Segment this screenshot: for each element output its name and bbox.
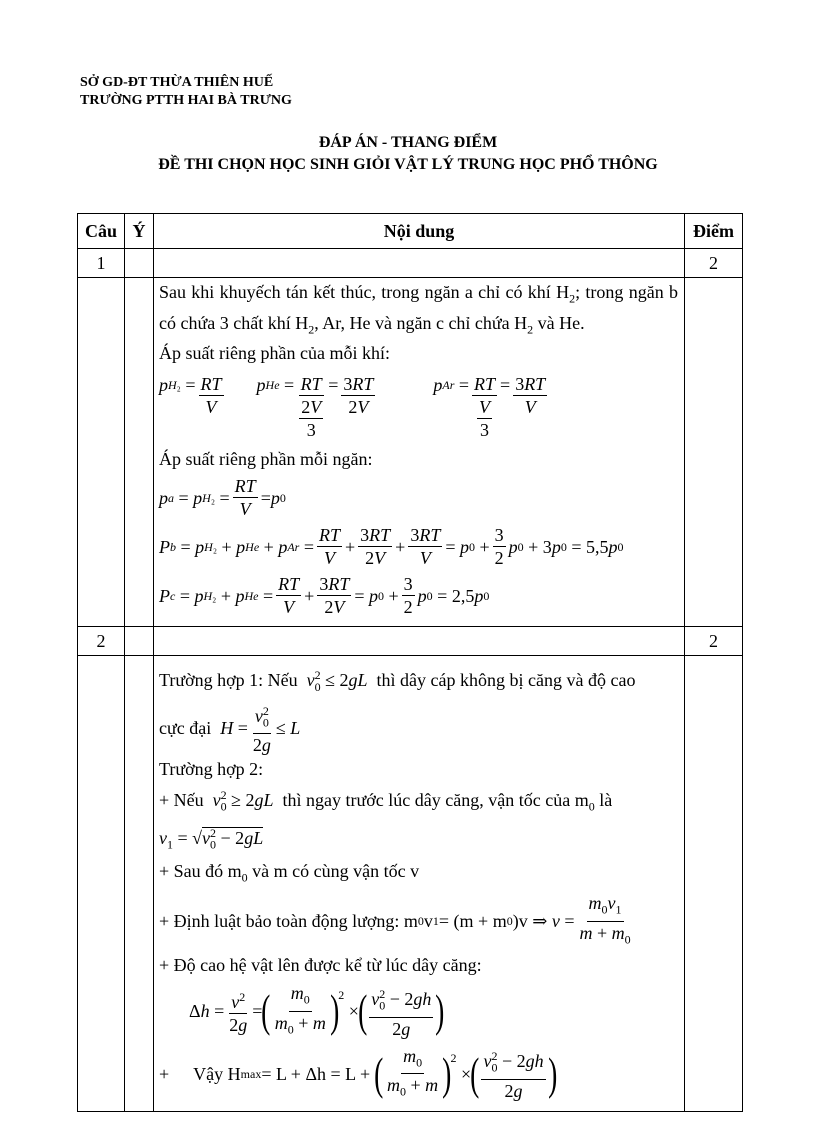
chamber-pressure-heading: Áp suất riêng phần mỗi ngăn: (159, 449, 373, 470)
case2-heading: Trường hợp 2: (159, 759, 264, 780)
col-header-cau: Câu (78, 214, 125, 249)
answer-content-q2: Trường hợp 1: Nếu $v_0^2 \le 2gL$ thì dây cáp không bị căng và độ cao cực đại H = $\frac{v_0^2}{2g}$ ≤ L Trường hợp 2: + Nếu $v_0^2 \ge 2gL$ thì ngay trước lúc dây căng, vận tốc của $m_0$ là $v_1 = √v_0^2 - 2gL$ + Sau đó $m_0$ và m có cùng vận tốc v + Định luật bảo toàn động lượng: m 0 v 1 = (m + m 0 )v ⇒ v = $\frac{m_0v_1}{m + m_0}$ + Độ cao hệ vật lên được kể từ lúc dây căng: Δ h = $\frac{v^2}{2g}$ = ( $\frac{m_0}{m_0 + m}$ ) 2 × ( $\frac{v_0^2 - 2gh}{2g}$ ) + Vậy H max = L + Δh = L + ( $\frac{m_0}{m_0 + m}$ ) 2 × ( $\frac{v_0^2 - 2gh}{2g}$ ) (154, 656, 684, 1111)
doc-title: ĐÁP ÁN - THANG ĐIỂM (318, 134, 498, 151)
formula-hmax-case1: cực đại H = $\frac{v_0^2}{2g}$ ≤ L (159, 700, 678, 757)
height-heading: + Độ cao hệ vật lên được kể từ lúc dây căng: (159, 955, 482, 976)
question-number: 1 (78, 249, 125, 278)
table-row (78, 249, 743, 278)
formula-v1: $v_1 = √v_0^2 - 2gL$ (159, 825, 264, 852)
formula-delta-h: Δ h = $\frac{v^2}{2g}$ = ( $\frac{m_0}{m_0 + m}$ ) 2 × ( $\frac{v_0^2 - 2gh}{2g}$ ) (189, 983, 445, 1039)
partial-pressure-heading: Áp suất riêng phần của mỗi khí: (159, 343, 390, 364)
answer-content-q1: Sau khi khuyếch tán kết thúc, trong ngăn a chỉ có khí $H_2$; trong ngăn b có chứa 3 chất khí $H_2$, Ar, He và ngăn c chỉ chứa $H_2$ và He. Áp suất riêng phần của mỗi khí: p H₂ = $\frac{RT}{V}$ p He = $\frac{RT}{\frac{2V}{3}}$ = $\frac{3RT}{2V}$ p Ar = $\frac{RT}{\frac{V}{3}}$ = $\frac{3RT}{V}$ Áp suất riêng phần mỗi ngăn: p a = p H₂ = $\frac{RT}{V}$ = p 0 P b = p H₂ + p He + p Ar = $\frac{RT}{V}$ + $\frac{3RT}{2V}$ + $\frac{3RT}{V}$ = p 0 + $\frac{3}{2}$ p 0 + 3 p 0 = 5,5 p 0 P c = p H₂ + p He = $\frac{RT}{V}$ + $\frac{3RT}{2V}$ = p 0 + $\frac{3}{2}$ p 0 = 2,5 p 0 (159, 282, 678, 618)
table-header-row (78, 214, 743, 249)
doc-subtitle: ĐỀ THI CHỌN HỌC SINH GIỎI VẬT LÝ TRUNG HỌC PHỔ THÔNG (158, 156, 658, 173)
col-header-diem: Điểm (685, 214, 743, 249)
formula-hmax-final: + Vậy H max = L + Δh = L + ( $\frac{m_0}{m_0 + m}$ ) 2 × ( $\frac{v_0^2 - 2gh}{2g}$ ) (159, 1045, 557, 1101)
question-score: 2 (685, 249, 743, 278)
question-number: 2 (78, 627, 125, 656)
question-score: 2 (685, 627, 743, 656)
formula-gas-pressures: p H₂ = $\frac{RT}{V}$ p He = $\frac{RT}{\frac{2V}{3}}$ = $\frac{3RT}{2V}$ p Ar = $\frac{RT}{\frac{V}{3}}$ = $\frac{3RT}{V}$ (159, 374, 546, 441)
school-name: TRƯỜNG PTTH HAI BÀ TRƯNG (80, 93, 292, 108)
department-name: SỞ GD-ĐT THỪA THIÊN HUẾ (80, 75, 274, 90)
answer-table (77, 213, 743, 1112)
school-header (80, 74, 292, 110)
formula-momentum: + Định luật bảo toàn động lượng: m 0 v 1 = (m + m 0 )v ⇒ v = $\frac{m_0v_1}{m + m_0}$ (159, 893, 631, 947)
table-row (78, 656, 743, 1112)
formula-pa: p a = p H₂ = $\frac{RT}{V}$ = p 0 (159, 476, 286, 520)
formula-pc: P c = p H₂ + p He = $\frac{RT}{V}$ + $\frac{3RT}{2V}$ = p 0 + $\frac{3}{2}$ p 0 = 2,5 p 0 (159, 574, 490, 618)
table-row (78, 278, 743, 627)
table-row (78, 627, 743, 656)
formula-pb: P b = p H₂ + p He + p Ar = $\frac{RT}{V}$ + $\frac{3RT}{2V}$ + $\frac{3RT}{V}$ = p 0 + $\frac{3}{2}$ p 0 + 3 p 0 = 5,5 p 0 (159, 525, 624, 569)
col-header-y: Ý (125, 214, 154, 249)
col-header-noi-dung: Nội dung (154, 214, 685, 249)
